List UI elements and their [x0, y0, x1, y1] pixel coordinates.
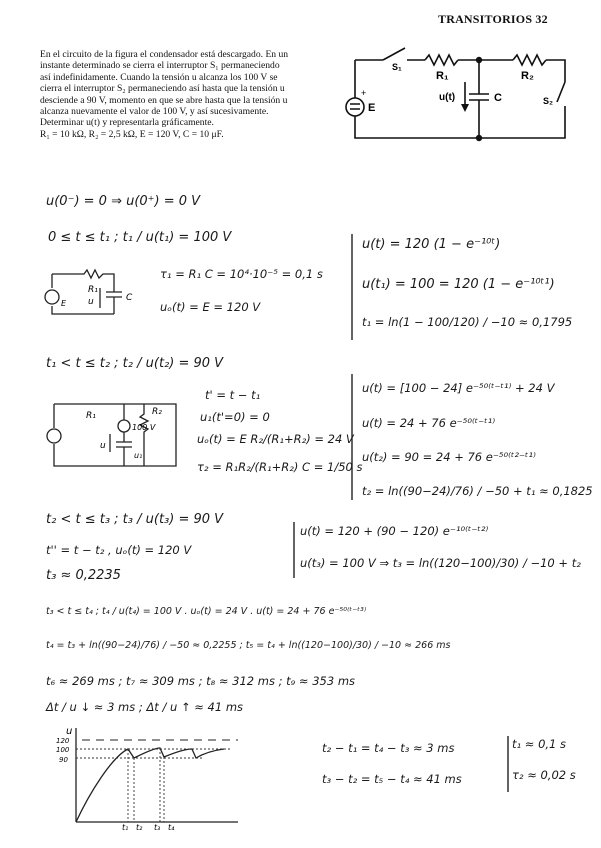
note-t6-t9: t₆ ≈ 269 ms ; t₇ ≈ 309 ms ; t₈ ≈ 312 ms ; t₉ ≈ 353 ms — [46, 674, 356, 688]
graph-ytick-120: 120 — [56, 737, 70, 745]
graph-u-curve — [76, 748, 224, 822]
result-u-2b: u(t) = 24 + 76 e⁻⁵⁰⁽ᵗ⁻ᵗ¹⁾ — [362, 416, 496, 430]
sketch-c: C — [126, 293, 133, 303]
note-tau-1: τ₁ = R₁ C = 10⁴·10⁻⁵ = 0,1 s — [160, 267, 323, 281]
note-initial-condition: u(0⁻) = 0 ⇒ u(0⁺) = 0 V — [46, 194, 201, 209]
statement-line: En el circuito de la figura el condensador está descargado. En un — [40, 49, 289, 60]
graph-ytick-100: 100 — [56, 746, 70, 754]
note-dt-long: t₃ − t₂ = t₅ − t₄ ≈ 41 ms — [322, 772, 462, 786]
circuit-label-s2: S₂ — [543, 96, 554, 106]
circuit-label-r2: R₂ — [521, 70, 534, 82]
note-u0-1: uₒ(t) = E = 120 V — [160, 300, 261, 314]
sketch2-100v: 100 V — [132, 423, 156, 432]
page-title: TRANSITORIOS 32 — [438, 12, 548, 26]
sketch2-r1: R₁ — [86, 411, 96, 421]
note-tau1-value: t₁ ≈ 0,1 s — [512, 737, 567, 751]
result-t3: u(t₃) = 100 V ⇒ t₃ = ln((120−100)/30) / −10 + t₂ — [300, 556, 581, 570]
statement-line: alcanza nuevamente el valor de 100 V, y así sucesivamente. — [40, 106, 269, 118]
divider-line-1 — [350, 232, 354, 342]
graph-xtick-t3: t₃ — [154, 823, 161, 832]
result-t2: t₂ = ln((90−24)/76) / −50 + t₁ ≈ 0,1825 — [362, 484, 593, 498]
note-tau2-value: τ₂ ≈ 0,02 s — [512, 768, 576, 782]
divider-line-4 — [506, 734, 510, 794]
graph-xtick-t1: t₁ — [122, 823, 129, 832]
divider-line-3 — [292, 520, 296, 580]
circuit-diagram — [345, 38, 585, 148]
note-delta-t: Δt / u ↓ ≈ 3 ms ; Δt / u ↑ ≈ 41 ms — [46, 700, 244, 714]
graph-xtick-t2: t₂ — [136, 823, 143, 832]
note-t3: t₃ ≈ 0,2235 — [46, 568, 121, 583]
result-u-1: u(t) = 120 (1 − e⁻¹⁰ᵗ) — [362, 237, 501, 252]
sketch2-u: u — [100, 441, 106, 451]
note-u1-initial: u₁(t'=0) = 0 — [200, 410, 270, 424]
circuit-label-c: C — [494, 92, 502, 104]
sketch2-u1: u₁ — [134, 451, 143, 460]
note-t-double-prime: t'' = t − t₂ , uₒ(t) = 120 V — [46, 543, 192, 557]
ut-graph — [42, 722, 242, 832]
statement-line: R₁ = 10 kΩ, R₂ = 2,5 kΩ, E = 120 V, C = 10 μF. — [40, 128, 224, 140]
note-dt-short: t₂ − t₁ = t₄ − t₃ ≈ 3 ms — [322, 741, 455, 755]
sketch-circuit-2 — [44, 394, 194, 474]
result-u-t1: u(t₁) = 100 = 120 (1 − e⁻¹⁰ᵗ¹) — [362, 277, 555, 292]
circuit-label-e: E — [368, 102, 376, 114]
circuit-label-r1: R₁ — [436, 70, 449, 82]
circuit-label-plus: + — [361, 88, 367, 98]
sketch2-r2: R₂ — [152, 407, 162, 417]
sketch-r1: R₁ — [88, 285, 98, 295]
circuit-label-s1: S₁ — [392, 62, 402, 72]
statement-line: cierra el interruptor S₂ permaneciendo así hasta que la tensión u — [40, 83, 285, 95]
sketch-u: u — [88, 297, 94, 307]
note-t-prime: t' = t − t₁ — [205, 388, 261, 402]
divider-line-2 — [350, 372, 354, 502]
statement-line: desciende a 90 V, momento en que se abre hasta que la tensión u — [40, 94, 288, 106]
note-interval-4: t₃ < t ≤ t₄ ; t₄ / u(t₄) = 100 V . uₒ(t) = 24 V . u(t) = 24 + 76 e⁻⁵⁰⁽ᵗ⁻ᵗ³⁾ — [46, 606, 367, 617]
graph-y-label: u — [66, 726, 73, 737]
circuit-label-ut: u(t) — [439, 92, 456, 103]
sketch-circuit-1 — [44, 262, 154, 322]
note-interval-3: t₂ < t ≤ t₃ ; t₃ / u(t₃) = 90 V — [46, 512, 224, 527]
statement-line: así indefinidamente. Cuando la tensión u alcanza los 100 V se — [40, 71, 278, 83]
result-u-t2: u(t₂) = 90 = 24 + 76 e⁻⁵⁰⁽ᵗ²⁻ᵗ¹⁾ — [362, 450, 536, 464]
note-interval-1: 0 ≤ t ≤ t₁ ; t₁ / u(t₁) = 100 V — [48, 230, 232, 245]
note-t4-t5: t₄ = t₃ + ln((90−24)/76) / −50 ≈ 0,2255 ; t₅ = t₄ + ln((120−100)/30) / −10 ≈ 266 ms — [46, 640, 451, 651]
graph-xtick-t4: t₄ — [168, 823, 175, 832]
result-u-2: u(t) = [100 − 24] e⁻⁵⁰⁽ᵗ⁻ᵗ¹⁾ + 24 V — [362, 381, 555, 395]
note-interval-2: t₁ < t ≤ t₂ ; t₂ / u(t₂) = 90 V — [46, 356, 224, 371]
note-u0-2: uₒ(t) = E R₂/(R₁+R₂) = 24 V — [197, 432, 354, 446]
result-t1: t₁ = ln(1 − 100/120) / −10 ≈ 0,1795 — [362, 315, 573, 329]
result-u-3: u(t) = 120 + (90 − 120) e⁻¹⁰⁽ᵗ⁻ᵗ²⁾ — [300, 524, 489, 538]
sketch-e: E — [61, 299, 67, 308]
note-tau-2: τ₂ = R₁R₂/(R₁+R₂) C = 1/50 s — [197, 460, 363, 474]
problem-statement — [40, 49, 362, 140]
statement-line: Determinar u(t) y representarla gráficamente. — [40, 117, 214, 129]
graph-ytick-90: 90 — [59, 756, 68, 764]
statement-line: instante determinado se cierra el interruptor S₁ permaneciendo — [40, 60, 280, 72]
